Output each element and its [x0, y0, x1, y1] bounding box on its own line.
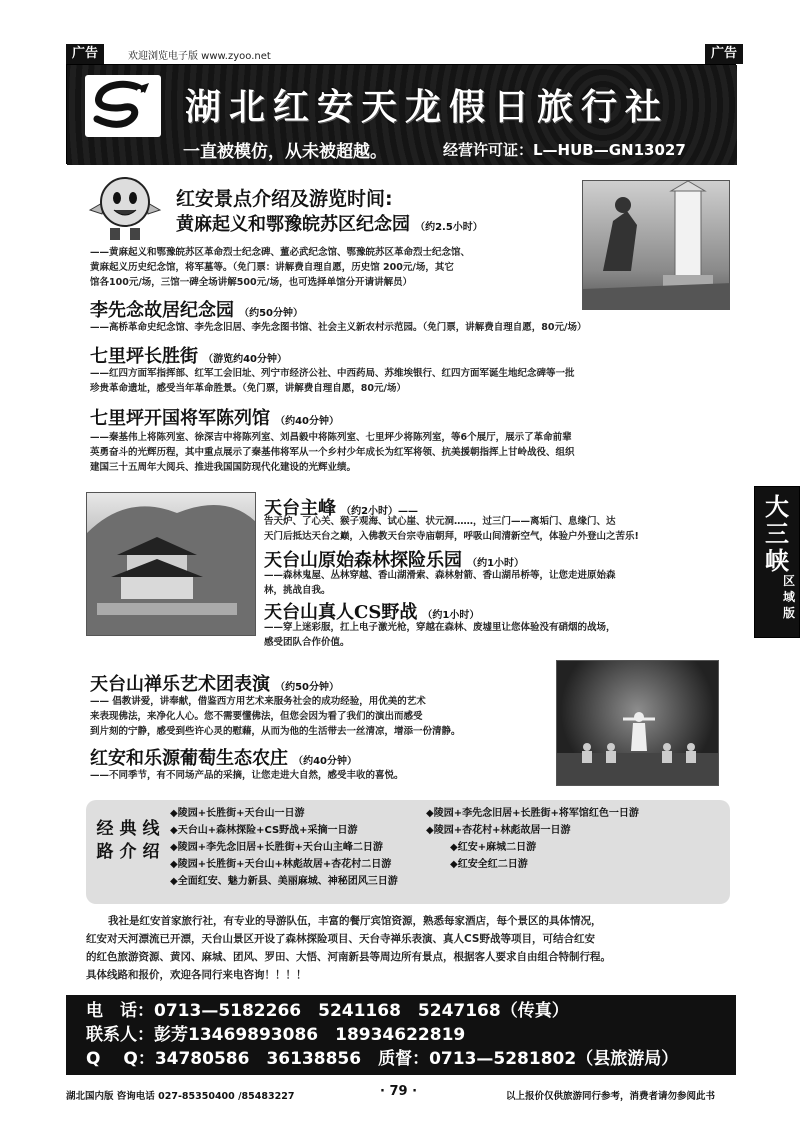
route-item[interactable]: ◆陵园+李先念旧居+长胜街+将军馆红色一日游	[426, 808, 639, 819]
description-line: —— 倡教讲爱，讲奉献，借鉴西方用艺术来服务社会的成功经验，用优美的艺术	[90, 696, 426, 707]
description-line: ——穿上迷彩服，扛上电子激光枪，穿越在森林、废墟里让您体验没有硝烟的战场，	[264, 622, 616, 633]
monument-photo	[582, 180, 730, 310]
attraction-description	[90, 366, 740, 396]
attraction-name: 天台山真人CS野战	[264, 602, 418, 623]
about-line: 的红色旅游资源、黄冈、麻城、团风、罗田、大悟、河南新县等周边所有景点，根据客人要求自由组合特制行程。	[86, 951, 611, 963]
description-line: ——森林鬼屋、丛林穿越、香山湖滑索、森林射箭、香山湖吊桥等，让您走进原始森	[264, 570, 616, 581]
temple-image	[87, 493, 256, 636]
attraction-description	[90, 430, 740, 475]
description-line: ——高桥革命史纪念馆、李先念旧居、李先念图书馆、社会主义新农村示范园。（免门票，讲解费自理自愿，80元/场）	[90, 322, 587, 333]
attraction-duration: （约50分钟）	[239, 308, 304, 319]
attraction-heading	[90, 404, 339, 430]
attraction-name: 红安和乐源葡萄生态农庄	[90, 748, 288, 769]
attraction-description	[90, 694, 550, 739]
route-item[interactable]: ◆陵园+杏花村+林彪故居一日游	[426, 825, 571, 836]
performance-photo	[556, 660, 719, 786]
intro-title: 红安景点介绍及游览时间:	[176, 188, 393, 210]
attraction-duration: （游览约40分钟）	[203, 354, 288, 365]
description-line: 黄麻起义历史纪念馆，将军墓等。（免门票：讲解费自理自愿，历史馆 200元/场，其它	[90, 262, 454, 273]
region-tab-subtitle: 区域版	[783, 574, 796, 620]
agency-logo	[85, 75, 161, 137]
attraction-heading	[90, 296, 303, 322]
attraction-heading	[176, 210, 483, 236]
description-line: ——黄麻起义和鄂豫皖苏区革命烈士纪念碑、董必武纪念馆、鄂豫皖苏区革命烈士纪念馆、	[90, 247, 471, 258]
attraction-description	[264, 620, 734, 650]
agency-about	[86, 912, 736, 984]
attraction-name: 黄麻起义和鄂豫皖苏区纪念园	[176, 214, 410, 235]
qq-line[interactable]: Q Q：34780586 36138856 质督：0713—5281802（县旅游局）	[86, 1049, 679, 1069]
attraction-duration: （约1小时）	[467, 558, 525, 569]
attraction-name: 天台山原始森林探险乐园	[264, 550, 462, 571]
route-item[interactable]: ◆陵园+长胜街+天台山+林彪故居+杏花村二日游	[170, 859, 392, 870]
welcome-text[interactable]: 欢迎浏览电子版 www.zyoo.net	[128, 51, 271, 62]
about-line: 红安对天河漂流已开漂，天台山景区开设了森林探险项目、天台寺禅乐表演、真人CS野战等项目，可结合红安	[86, 933, 595, 945]
region-tab[interactable]	[754, 486, 800, 638]
attraction-heading	[90, 342, 287, 368]
description-line: ——不同季节，有不同场产品的采摘，让您走进大自然，感受丰收的喜悦。	[90, 770, 404, 781]
attraction-duration: （约2小时）——	[341, 506, 419, 517]
description-line: 林，挑战自我。	[264, 585, 331, 596]
description-line: 来表现佛法，来净化人心。您不需要懂佛法，但您会因为看了我们的演出而感受	[90, 711, 423, 722]
description-line: 到片刻的宁静，感受到些许心灵的慰藉，从而为他的生活带去一丝清凉，增添一份清静。	[90, 726, 461, 737]
description-line: 感受团队合作价值。	[264, 637, 350, 648]
routes-heading: 经典线路介绍	[96, 819, 166, 862]
attraction-name: 七里坪开国将军陈列馆	[90, 408, 270, 429]
route-item[interactable]: ◆天台山+森林探险+CS野战+采摘一日游	[170, 825, 358, 836]
description-line: ——红四方面军指挥部、红军工会旧址、列宁市经济公社、中西药局、苏维埃银行、红四方面军诞生地纪念碑等一批	[90, 368, 575, 379]
attraction-duration: （约50分钟）	[275, 682, 340, 693]
attraction-description	[264, 514, 734, 544]
performance-image	[557, 661, 719, 786]
attraction-description	[264, 568, 734, 598]
monument-image	[583, 181, 730, 310]
contact-person-line[interactable]: 联系人：彭芳13469893086 18934622819	[86, 1025, 466, 1045]
agency-slogan: 一直被模仿，从未被超越。	[183, 142, 387, 162]
about-line: 具体线路和报价，欢迎各同行来电咨询！！！！	[86, 969, 307, 981]
route-item[interactable]: ◆红安全红二日游	[450, 859, 528, 870]
description-line: 建国三十五周年大阅兵、推进我国国防现代化建设的光辉业绩。	[90, 462, 357, 473]
contact-bar	[66, 995, 736, 1075]
attraction-heading	[90, 744, 357, 770]
ad-label-right: 广告	[705, 44, 743, 64]
agency-banner	[66, 64, 736, 164]
description-line: 馆各100元/场，三馆一碑全场讲解500元/场，也可选择单馆分开请讲解员）	[90, 277, 413, 288]
route-item[interactable]: ◆全面红安、魅力新县、美丽麻城、神秘团风三日游	[170, 876, 398, 887]
attraction-duration: （约2.5小时）	[415, 222, 483, 233]
attraction-name: 天台山禅乐艺术团表演	[90, 674, 270, 695]
agency-title: 湖北红安天龙假日旅行社	[185, 86, 670, 128]
attraction-duration: （约40分钟）	[293, 756, 358, 767]
attraction-name: 李先念故居纪念园	[90, 300, 234, 321]
temple-photo	[86, 492, 256, 636]
attraction-heading	[90, 670, 339, 696]
attraction-description	[90, 320, 740, 335]
about-line: 我社是红安首家旅行社，有专业的导游队伍，丰富的餐厅宾馆资源，熟悉每家酒店，每个景区的具体情况，	[108, 915, 602, 927]
classic-routes-box	[86, 800, 730, 904]
mascot-icon	[86, 172, 164, 244]
phone-line[interactable]: 电 话：0713—5182266 5241168 5247168（传真）	[86, 1001, 569, 1021]
description-line: 英勇奋斗的光辉历程，其中重点展示了秦基伟将军从一个乡村少年成长为红军将领、抗美援朝指挥上甘岭战役、组织	[90, 447, 575, 458]
attraction-description	[90, 768, 550, 783]
description-line: 珍贵革命遗址，感受当年革命胜景。（免门票，讲解费自理自愿，80元/场）	[90, 383, 406, 394]
description-line: 天门后抵达天台之巅，入佛教天台宗寺庙朝拜，呼吸山间清新空气，体验户外登山之苦乐!	[264, 531, 639, 542]
attraction-description	[90, 245, 580, 290]
attraction-name: 七里坪长胜街	[90, 346, 198, 367]
attraction-name: 天台主峰	[264, 498, 336, 519]
route-item[interactable]: ◆陵园+李先念旧居+长胜街+天台山主峰二日游	[170, 842, 383, 853]
description-line: ——秦基伟上将陈列室、徐深吉中将陈列室、刘昌毅中将陈列室、七里坪少将陈列室，等6个展厅，展示了革命前辈	[90, 432, 572, 443]
license-number: 经营许可证：L—HUB—GN13027	[443, 141, 686, 159]
attraction-duration: （约1小时）	[422, 610, 480, 621]
route-item[interactable]: ◆陵园+长胜街+天台山一日游	[170, 808, 305, 819]
ad-label-left: 广告	[66, 44, 104, 64]
route-item[interactable]: ◆红安+麻城二日游	[450, 842, 537, 853]
page-number: · 79 ·	[380, 1084, 418, 1099]
attraction-duration: （约40分钟）	[275, 416, 340, 427]
description-line: 告天炉、了心关、猴子观海、试心崖、状元洞……，过三门——离垢门、息缘门、达	[264, 516, 616, 527]
footer-edition: 湖北国内版 咨询电话 027-85350400 /85483227	[66, 1091, 295, 1102]
dragon-logo-icon	[89, 79, 157, 133]
region-tab-title: 大三峡	[765, 492, 789, 575]
footer-disclaimer: 以上报价仅供旅游同行参考，消费者请勿参阅此书	[506, 1091, 716, 1102]
